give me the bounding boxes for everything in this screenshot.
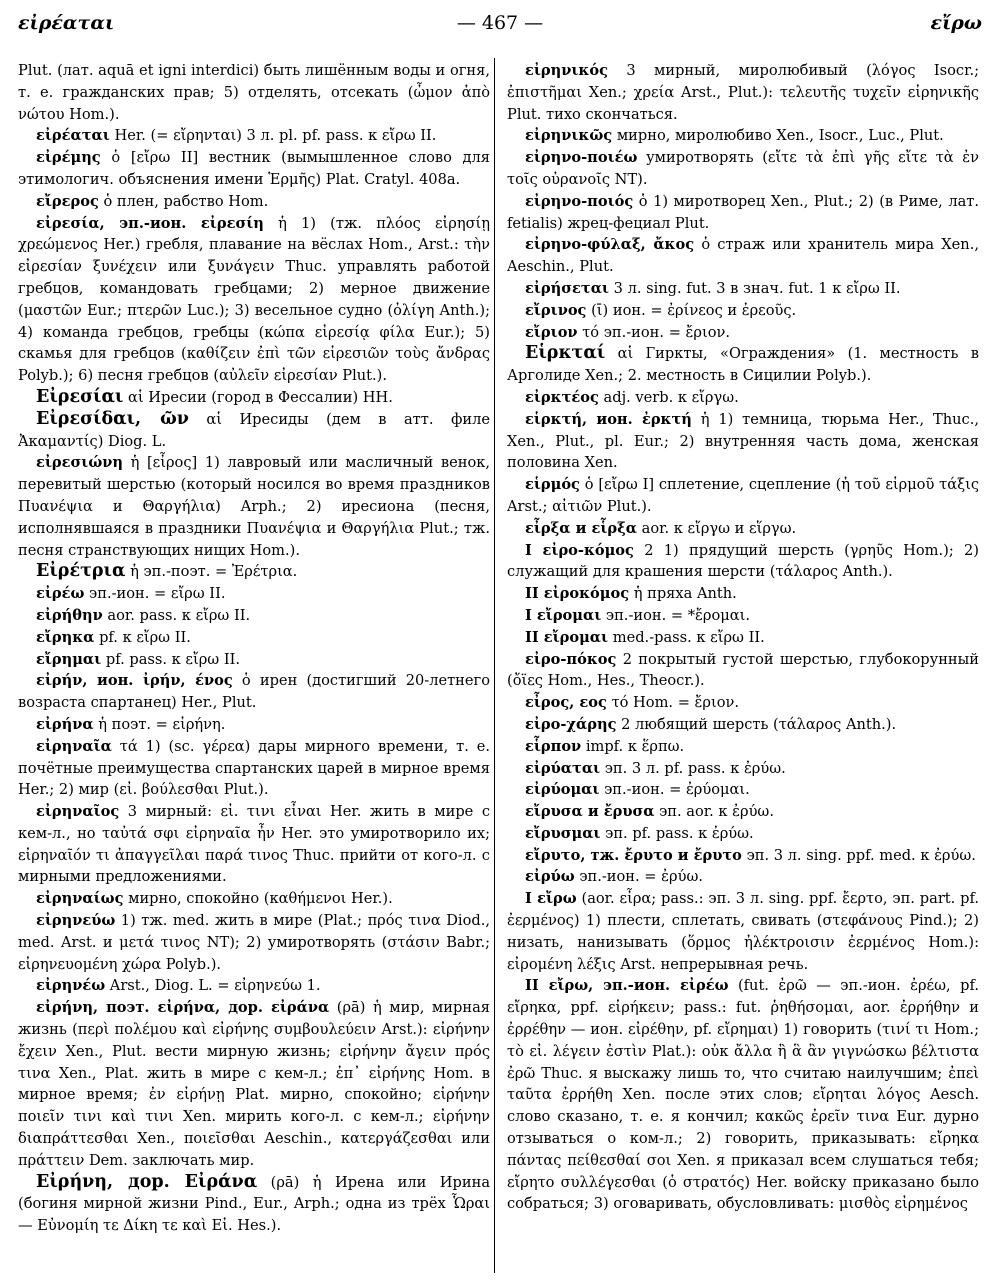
dictionary-entry bbox=[18, 997, 490, 1171]
entry-headword: Εἰρήνη, дор. Εἰράνα bbox=[36, 1171, 258, 1192]
entry-headword: εἰρηνικῶς bbox=[525, 127, 613, 145]
entry-definition: ἡ эп.-поэт. = Ἐρέτρια. bbox=[130, 563, 298, 581]
dictionary-entry bbox=[18, 670, 490, 714]
dictionary-entry bbox=[18, 213, 490, 387]
entry-headword: Εἰρεσίδαι, ῶν bbox=[36, 408, 189, 429]
entry-headword: Εἰρέτρια bbox=[36, 561, 126, 582]
dictionary-entry bbox=[507, 191, 979, 235]
entry-definition: αἱ Иресиды (дем в атт. филе Ἀκαμαντίς) Diog. L. bbox=[18, 410, 490, 450]
dictionary-entry bbox=[507, 540, 979, 584]
entry-definition: Her. (= εἴρηνται) 3 л. pl. pf. pass. к εἴρω II. bbox=[114, 127, 437, 145]
entry-definition: ὁ ирен (достигший 20-летнего возраста спартанец) Her., Plut. bbox=[18, 672, 490, 712]
entry-headword: εἰρεσία, эп.-ион. εἰρεσίη bbox=[36, 214, 264, 232]
dictionary-entry bbox=[18, 409, 490, 453]
entry-definition: med.-pass. к εἴρω II. bbox=[612, 628, 765, 646]
entry-headword: εἰρκτέος bbox=[525, 388, 599, 406]
dictionary-entry bbox=[18, 801, 490, 888]
entry-definition: (aor. εἶρα; pass.: эп. 3 л. sing. ppf. ἔερτο, эп. part. pf. ἐερμένος) 1) плести, сплетать, свивать (στεφάνους Pind.); 2) низать, нанизывать (ὅρμος ἠλέκτροισιν ἐερμένος Hom.): εἰρομένη λέξις Arst. непрерывная речь. bbox=[507, 890, 979, 973]
entry-definition: ἡ пряха Anth. bbox=[633, 585, 737, 603]
dictionary-entry bbox=[507, 758, 979, 780]
entry-headword: εἰρεσιώνη bbox=[36, 454, 123, 472]
dictionary-entry bbox=[18, 1172, 490, 1237]
entry-definition: 2 покрытый густой шерстью, глубокорунный (ὄϊες Hom., Hes., Theocr.). bbox=[507, 650, 979, 690]
entry-headword: εἱρμός bbox=[525, 476, 580, 494]
entry-definition: эп.-ион. = ἐρύομαι. bbox=[604, 781, 750, 799]
entry-headword: εἰρήνα bbox=[36, 715, 94, 733]
entry-definition: ὁ страж или хранитель мира Xen., Aeschin., Plut. bbox=[507, 236, 979, 276]
entry-headword: εἰρηναίως bbox=[36, 890, 124, 908]
entry-headword: εἴριον bbox=[525, 323, 578, 341]
entry-definition: эп.-ион. = εἴρω II. bbox=[89, 585, 226, 603]
dictionary-entry bbox=[18, 605, 490, 627]
dictionary-entry bbox=[18, 191, 490, 213]
page-number: — 467 — bbox=[456, 12, 544, 34]
entry-headword: εἰρηνο-ποιέω bbox=[525, 149, 638, 167]
entry-headword: Εἱρκταί bbox=[525, 343, 606, 364]
dictionary-entry bbox=[18, 888, 490, 910]
entry-headword: εἴρυσμαι bbox=[525, 824, 601, 842]
entry-headword: εἰρύαται bbox=[525, 759, 601, 777]
entry-definition: τό эп.-ион. = ἔριον. bbox=[582, 323, 730, 341]
entry-definition: (fut. ἐρῶ — эп.-ион. ἐρέω, pf. εἴρηκα, ppf. εἰρήκειν; pass.: fut. ῥηθήσομαι, aor. ἐρρήθην и ἐρρέθην — ион. εἰρέθην, pf. εἴρημαι) 1) говорить (τινί τι Hom.; τὸ εἰ. λέγειν ἐστὶν Plat.): οὐκ ἄλλα ἢ ἃ ἂν γιγνώσκω βέλτιστα ἐρῶ Thuc. я выскажу лишь то, что считаю наилучшим; ἐπεὶ ταῦτα ἐρρήθη Xen. после этих слов; εἴρηται λόγος Aesch. слово сказано, т. е. я кончил; κακῶς ἐρεῖν τινα Eur. дурно отзываться о ком-л.; 2) говорить, приказывать: εἴρηκα πάντας πείθεσθαί σοι Xen. я приказал всем слушаться тебя; εἴρητο συλλέγεσθαι (ὁ στρατός) Her. войску приказано было собраться; 3) оговаривать, обусловливать: μισθὸς εἰρημένος bbox=[507, 977, 979, 1213]
entry-headword: εἰρέαται bbox=[36, 127, 110, 145]
entry-definition: aor. pass. к εἴρω II. bbox=[107, 606, 251, 624]
entry-headword: II εἴρομαι bbox=[525, 628, 609, 646]
right-column bbox=[507, 60, 979, 1275]
entry-headword: εἰρηνικός bbox=[525, 62, 608, 79]
entry-definition: 3 мирный, миролюбивый (λόγος Isocr.; ἐπιστῆμαι Xen.; χρεία Arst., Plut.): τελευτῆς τυχεῖν εἰρηνικῆς Plut. тихо скончаться. bbox=[507, 62, 979, 123]
entry-headword: εἶρος, εος bbox=[525, 694, 607, 712]
dictionary-entry bbox=[507, 343, 979, 387]
entry-definition: ὁ плен, рабство Hom. bbox=[103, 192, 269, 210]
dictionary-entry bbox=[507, 605, 979, 627]
dictionary-entry bbox=[18, 714, 490, 736]
entry-definition: ὁ 1) миротворец Xen., Plut.; 2) (в Риме, лат. fetialis) жрец-фециал Plut. bbox=[507, 192, 979, 232]
entry-headword: εἰρέμης bbox=[36, 149, 101, 167]
entry-headword: εἰρηνεύω bbox=[36, 912, 116, 930]
dictionary-entry bbox=[18, 387, 490, 409]
entry-definition: impf. к ἕρπω. bbox=[585, 737, 685, 755]
entry-headword: εἷρπον bbox=[525, 737, 582, 755]
entry-headword: I εἰρο-κόμος bbox=[525, 541, 634, 559]
entry-definition: ἡ 1) темница, тюрьма Her., Thuc., Xen., Plut., pl. Eur.; 2) внутренняя часть дома, женская половина Xen. bbox=[507, 410, 979, 472]
entry-headword: II εἴρω, эп.-ион. εἰρέω bbox=[525, 977, 729, 995]
dictionary-entry bbox=[507, 125, 979, 147]
dictionary-entry bbox=[507, 583, 979, 605]
dictionary-entry bbox=[507, 801, 979, 823]
entry-definition: эп.-ион. = ἐρύω. bbox=[579, 868, 703, 886]
dictionary-entry bbox=[18, 627, 490, 649]
entry-definition: ὁ [εἴρω I] сплетение, сцепление (ἡ τοῦ εἱρμοῦ τάξις Arst.; αἰτιῶν Plut.). bbox=[507, 476, 979, 515]
entry-headword: εἱρκτή, ион. ἐρκτή bbox=[525, 410, 692, 428]
entry-definition: pf. к εἴρω II. bbox=[99, 628, 191, 646]
entry-definition: τά 1) (sc. γέρεα) дары мирного времени, т. е. почётные преимущества спартанских царей в мирное время Her.; 2) мир (εἰ. βούλεσθαι Plut.). bbox=[18, 737, 490, 799]
entry-headword: εἶρξα и εἷρξα bbox=[525, 519, 638, 537]
entry-definition: pf. pass. к εἴρω II. bbox=[105, 650, 241, 668]
entry-definition: эп. aor. к ἐρύω. bbox=[659, 803, 774, 821]
entry-headword: Εἰρεσίαι bbox=[36, 386, 124, 407]
entry-headword: εἴρυτο, тж. ἔρυτο и ἔρυτο bbox=[525, 846, 742, 864]
dictionary-entry bbox=[507, 234, 979, 278]
entry-definition: ἡ 1) (тж. πλόος εἰρησίῃ χρεώμενος Her.) гребля, плавание на вёслах Hom., Arst.: τὴν εἰρεσίαν ξυνέχειν или ξυνάγειν Thuc. управлять работой гребцов, командовать гребцами; 2) мерное движение (μαστῶν Eur.; πτερῶν Luc.); 3) весельное судно (ὀλίγη Anth.); 4) команда гребцов, гребцы (κώπα εἰρεσίᾳ φίλα Eur.); 5) скамья для гребцов (καθίζειν ἐπὶ τῶν εἰρεσιῶν τοὺς ἄνδρας Polyb.); 6) песня гребцов (αὐλεῖν εἰρεσίαν Plut.). bbox=[18, 214, 490, 385]
dictionary-entry bbox=[18, 649, 490, 671]
entry-definition: (ρā) ἡ мир, мирная жизнь (περὶ πολέμου καὶ εἰρήνης συμβουλεύειν Arst.): εἰρήνην ἔχειν Xen., Plut. вести мирную жизнь; εἰρήνην ἄγειν πρός τινα Xen., Plat. жить в мире с кем-л.; ἐπ᾽ εἰρήνης Hom. в мирное время; ἐν εἰρήνῃ Plat. мирно, спокойно; εἰρήνην ποιεῖν τινι καὶ τινι Xen. мирить кого-л. с кем-л.; εἰρήνην διαπράττεσθαι Xen., ποιεῖσθαι Aeschin., κατεργάζεσθαι или πράττειν Dem. заключать мир. bbox=[18, 999, 490, 1169]
entry-definition: 1) тж. med. жить в мире (Plat.; πρός τινα Diod., med. Arst. и μετά τινος NT); 2) умиротворять (στάσιν Babr.; εἰρηνευομένη χώρα Polyb.). bbox=[18, 912, 490, 973]
entry-definition: τό Hom. = ἔριον. bbox=[611, 694, 739, 712]
dictionary-entry bbox=[507, 474, 979, 518]
right-running-headword: εἴρω bbox=[930, 12, 982, 34]
entry-definition: (ρā) ἡ Ирена или Ирина (богиня мирной жизни Pind., Eur., Arph.; одна из трёх Ὧραι — Εὐνομίη τε Δίκη τε καὶ Εἰ. Hes.). bbox=[18, 1173, 490, 1235]
entry-definition: мирно, спокойно (καθήμενοι Her.). bbox=[128, 890, 393, 908]
entry-headword: εἰρηνέω bbox=[36, 977, 106, 995]
entry-headword: εἴρερος bbox=[36, 192, 99, 210]
entry-headword: εἰρήν, ион. ἰρήν, ένος bbox=[36, 672, 233, 690]
dictionary-entry bbox=[507, 692, 979, 714]
entry-headword: II εἰροκόμος bbox=[525, 585, 630, 603]
entry-headword: εἰρηνο-φύλαξ, ἄκος bbox=[525, 236, 695, 254]
dictionary-entry bbox=[18, 60, 490, 125]
dictionary-entry bbox=[507, 627, 979, 649]
dictionary-entry bbox=[507, 409, 979, 474]
entry-definition: αἱ Гиркты, «Ограждения» (1. местность в Арголиде Xen.; 2. местность в Сицилии Polyb.). bbox=[507, 345, 979, 385]
entry-headword: εἰρηναῖα bbox=[36, 737, 112, 755]
entry-definition: Plut. (лат. aquā et igni interdici) быть лишённым воды и огня, т. е. гражданских прав; 5) отделять, отсекать (ὦμον ἀπὸ νώτου Hom.). bbox=[18, 62, 490, 123]
entry-headword: εἰρο-χάρης bbox=[525, 715, 617, 733]
entry-definition: эп. pf. pass. к ἐρύω. bbox=[605, 824, 754, 842]
entry-definition: ἡ [εἶρος] 1) лавровый или масличный венок, перевитый шерстью (который носился во время праздников Πυανέψια и Θαργήλια) Arph.; 2) иресиона (песня, исполнявшаяся в праздники Πυανέψια и Θαργήλια Plut.; тж. песня странствующих нищих Hom.). bbox=[18, 454, 490, 559]
dictionary-entry bbox=[18, 910, 490, 975]
entry-headword: εἰρέω bbox=[36, 585, 85, 603]
entry-definition: 3 мирный: εἰ. τινι εἶναι Her. жить в мире с кем-л., но ταὐτά σφι εἰρηναῖα ἦν Her. это умиротворило их; εἰρηναῖόν τι ἀπαγγεῖλαι παρά τινος Thuc. прийти от кого-л. с мирными предложениями. bbox=[18, 803, 490, 886]
entry-headword: εἰρήσεται bbox=[525, 279, 609, 297]
entry-definition: эп. 3 л. pf. pass. к ἐρύω. bbox=[604, 759, 786, 777]
entry-headword: εἰρηναῖος bbox=[36, 803, 120, 821]
dictionary-entry bbox=[507, 322, 979, 344]
entry-definition: 2 1) прядущий шерсть (γρηῦς Hom.); 2) служащий для крашения шерсти (τάλαρος Anth.). bbox=[507, 541, 979, 581]
entry-headword: εἴρημαι bbox=[36, 650, 102, 668]
dictionary-entry bbox=[18, 561, 490, 583]
dictionary-entry bbox=[18, 452, 490, 561]
entry-definition: эп. 3 л. sing. ppf. med. к ἐρύω. bbox=[746, 846, 976, 864]
dictionary-entry bbox=[18, 147, 490, 191]
dictionary-entry bbox=[507, 60, 979, 125]
dictionary-entry bbox=[18, 125, 490, 147]
dictionary-entry bbox=[507, 518, 979, 540]
dictionary-entry bbox=[507, 779, 979, 801]
entry-headword: εἰρύω bbox=[525, 868, 575, 886]
entry-headword: εἰρο-πόκος bbox=[525, 650, 617, 668]
left-running-headword: εἰρέαται bbox=[18, 12, 115, 34]
entry-definition: Arst., Diog. L. = εἰρηνεύω 1. bbox=[109, 977, 321, 995]
entry-definition: αἱ Иресии (город в Фессалии) HH. bbox=[128, 388, 393, 406]
entry-definition: мирно, миролюбиво Xen., Isocr., Luc., Plut. bbox=[616, 127, 944, 145]
dictionary-entry bbox=[507, 866, 979, 888]
entry-definition: (ῑ) ион. = ἐρίνεος и ἐρεοῦς. bbox=[591, 301, 797, 319]
dictionary-entry bbox=[507, 736, 979, 758]
dictionary-entry bbox=[18, 583, 490, 605]
dictionary-entry bbox=[507, 300, 979, 322]
dictionary-entry bbox=[507, 975, 979, 1215]
dictionary-entry bbox=[18, 736, 490, 801]
entry-headword: I εἴρομαι bbox=[525, 606, 602, 624]
entry-headword: εἰρύομαι bbox=[525, 781, 600, 799]
dictionary-entry bbox=[507, 888, 979, 975]
entry-definition: умиротворять (εἴτε τὰ ἐπὶ γῆς εἴτε τὰ ἐν τοῖς οὐρανοῖς NT). bbox=[507, 149, 979, 188]
entry-headword: εἰρήθην bbox=[36, 606, 103, 624]
entry-headword: εἴρινος bbox=[525, 301, 587, 319]
dictionary-entry bbox=[507, 845, 979, 867]
dictionary-entry bbox=[507, 714, 979, 736]
dictionary-entry bbox=[507, 823, 979, 845]
entry-headword: εἴρηκα bbox=[36, 628, 95, 646]
dictionary-entry bbox=[507, 278, 979, 300]
dictionary-entry bbox=[507, 147, 979, 191]
entry-headword: εἰρηνο-ποιός bbox=[525, 192, 634, 210]
entry-definition: ἡ поэт. = εἰρήνη. bbox=[98, 715, 226, 733]
column-divider bbox=[494, 58, 495, 1273]
entry-definition: adj. verb. к εἴργω. bbox=[603, 388, 739, 406]
entry-headword: εἴρυσα и ἔρυσα bbox=[525, 803, 655, 821]
left-column bbox=[18, 60, 490, 1275]
entry-definition: эп.-ион. = *ἔρομαι. bbox=[605, 606, 750, 624]
page-header bbox=[18, 12, 982, 38]
entry-definition: ὁ [εἴρω II] вестник (вымышленное слово для этимологич. объяснения имени Ἑρμῆς) Plat. Cratyl. 408a. bbox=[18, 149, 490, 188]
dictionary-entry bbox=[507, 387, 979, 409]
entry-headword: εἰρήνη, поэт. εἰρήνα, дор. εἰράνα bbox=[36, 999, 330, 1017]
entry-definition: aor. к εἴργω и εἵργω. bbox=[641, 519, 797, 537]
dictionary-entry bbox=[507, 649, 979, 693]
entry-definition: 2 любящий шерсть (τάλαρος Anth.). bbox=[621, 715, 897, 733]
dictionary-entry bbox=[18, 975, 490, 997]
entry-definition: 3 л. sing. fut. 3 в знач. fut. 1 к εἴρω II. bbox=[613, 279, 901, 297]
entry-headword: I εἴρω bbox=[525, 890, 577, 908]
